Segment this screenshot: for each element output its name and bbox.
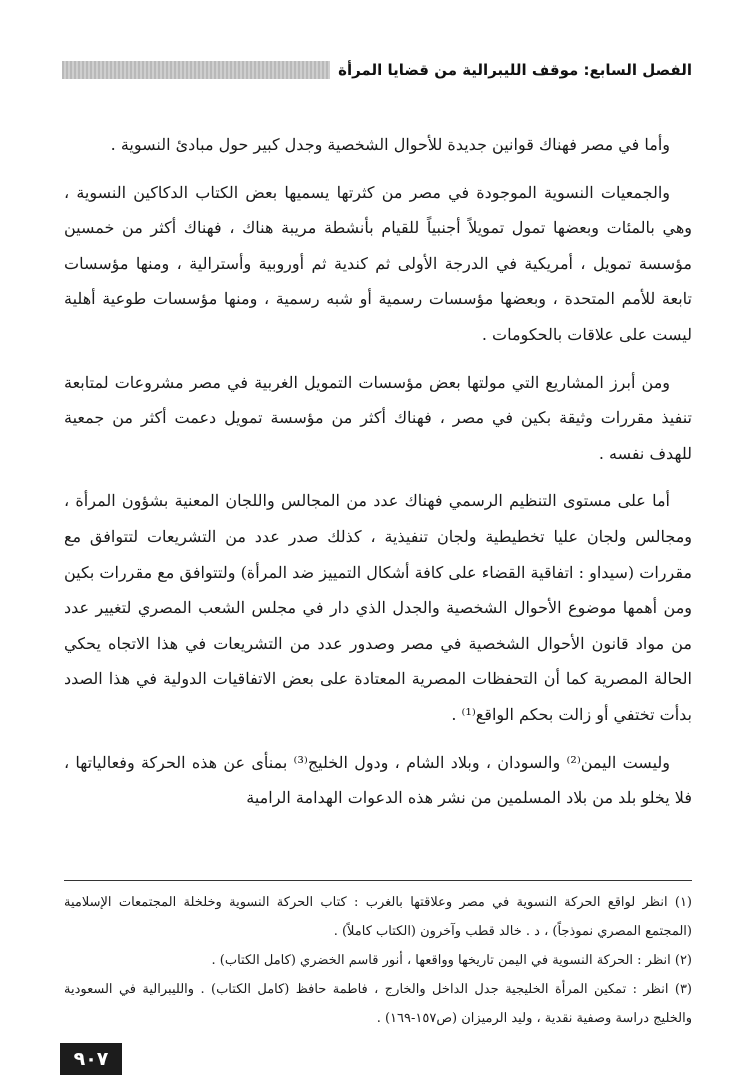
paragraph-4: أما على مستوى التنظيم الرسمي فهناك عدد من المجالس واللجان المعنية بشؤون المرأة ، ومجالس ولجان عليا تخطيطية ولجان تنفيذية ، كذلك صدر عدد من التشريعات لتتوافق مع مقررات (سيداو : اتفاقية القضاء على كافة أشكال التمييز ضد المرأة) ولتتوافق مع مقررات بكين ومن أهمها موضوع الأحوال الشخصية والجدل الذي دار في مجلس الشعب المصري لتغيير عدد من مواد قانون الأحوال الشخصية في مصر وصدور عدد من التشريعات في هذا الاتجاه يحكي الحالة المصرية كما أن التحفظات المصرية المعتادة على بعض الاتفاقيات الدولية في هذا الصدد بدأت تختفي أو زالت بحكم الواقع⁽¹⁾ . [64, 491, 692, 724]
footnotes [64, 888, 692, 1033]
running-header [62, 58, 692, 82]
paragraph-2: والجمعيات النسوية الموجودة في مصر من كثرتها يسميها بعض الكتاب الدكاكين النسوية ، وهي بالمئات وبعضها تمول تمويلاً أجنبياً للقيام بأنشطة مريبة هناك ، فهناك أكثر من خمسين مؤسسة تمويل ، أمريكية في الدرجة الأولى ثم كندية ثم أوروبية وأسترالية ، ومنها مؤسسات تابعة للأمم المتحدة ، وبعضها مؤسسات رسمية أو شبه رسمية ، ومنها مؤسسات طوعية أهلية ليست على علاقات بالحكومات . [64, 182, 692, 344]
footnote-2: (٢) انظر : الحركة النسوية في اليمن تاريخها وواقعها ، أنور قاسم الخضري (كامل الكتاب) . [211, 953, 692, 968]
header-decorative-bar [62, 61, 330, 79]
paragraph-5: وليست اليمن⁽²⁾ والسودان ، وبلاد الشام ، ودول الخليج⁽³⁾ بمنأى عن هذه الحركة وفعالياتها ، فلا يخلو بلد من بلاد المسلمين من نشر هذه الدعوات الهدامة الرامية [64, 752, 692, 808]
main-text [64, 127, 692, 828]
footnote-divider [64, 880, 692, 881]
paragraph-3: ومن أبرز المشاريع التي مولتها بعض مؤسسات التمويل الغربية في مصر مشروعات لمتابعة تنفيذ مقررات وثيقة بكين في مصر ، فهناك أكثر من مؤسسة تمويل دعمت أكثر من جمعية للهدف نفسه . [64, 372, 692, 463]
paragraph-1: وأما في مصر فهناك قوانين جديدة للأحوال الشخصية وجدل كبير حول مبادئ النسوية . [110, 135, 670, 154]
footnote-1: (١) انظر لواقع الحركة النسوية في مصر وعلاقتها بالغرب : كتاب الحركة النسوية وخلخلة المجتمعات الإسلامية (المجتمع المصري نموذجاً) ، د . خالد قطب وآخرون (الكتاب كاملاً) . [64, 895, 692, 939]
page-number: ٩٠٧ [60, 1043, 122, 1075]
footnote-3: (٣) انظر : تمكين المرأة الخليجية جدل الداخل والخارج ، فاطمة حافظ (كامل الكتاب) . والليبرالية في السعودية والخليج دراسة وصفية نقدية ، وليد الرميزان (ص١٥٧-١٦٩) . [64, 982, 692, 1026]
chapter-title: الفصل السابع: موقف الليبرالية من قضايا المرأة [338, 61, 692, 79]
